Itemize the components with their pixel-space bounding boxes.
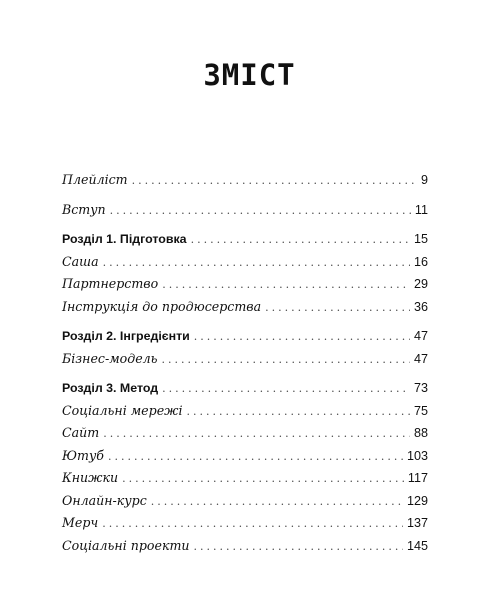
toc-entry-website[interactable] [62,422,428,445]
dot-leader [110,200,411,223]
toc-entry-merch[interactable] [62,512,428,535]
toc-entry-label: Саша [62,253,99,269]
dot-leader [194,326,410,349]
toc-entry-page: 145 [406,538,428,553]
toc-entry-page: 15 [413,232,428,246]
dot-leader [108,446,403,469]
toc-entry-sasha[interactable] [62,251,428,274]
toc-chapter-label: Розділ 1. Підготовка [62,232,187,246]
toc-entry-label: Мерч [62,515,99,530]
dot-leader [122,468,404,491]
dot-leader [103,252,410,275]
toc-entry-page: 47 [413,329,428,343]
toc-entry-books[interactable] [62,467,428,490]
dot-leader [162,378,410,401]
toc-entry-playlist[interactable] [62,169,428,192]
toc-entry-page: 73 [413,381,428,395]
toc-chapter-label: Розділ 3. Метод [62,381,159,395]
toc-entry-page: 36 [413,299,428,314]
toc-entry-label: Ютуб [62,447,104,463]
toc-entry-page: 88 [413,426,428,440]
toc-entry-page: 75 [413,403,428,418]
toc-entry-label: Соціальні проекти [62,537,190,553]
toc-entry-label: Плейліст [62,172,128,187]
toc-chapter-1[interactable] [62,228,428,251]
toc-entry-page: 29 [413,277,428,291]
toc-entry-label: Вступ [62,201,106,217]
toc-chapter-3[interactable] [62,377,428,400]
dot-leader [151,491,403,514]
dot-leader [162,349,410,372]
toc-entry-social-projects[interactable] [62,535,428,558]
toc-entry-page: 47 [413,351,428,366]
toc-entry-youtube[interactable] [62,445,428,468]
dot-leader [194,536,403,559]
toc-entry-online-course[interactable] [62,490,428,513]
toc-entry-label: Бізнес-модель [62,350,158,366]
dot-leader [191,229,410,252]
dot-leader [187,401,410,424]
dot-leader [162,274,410,297]
dot-leader [265,297,410,320]
toc-entry-page: 137 [406,516,428,530]
toc-entry-page: 16 [413,254,428,269]
dot-leader [102,513,403,536]
dot-leader [132,170,417,193]
toc-chapter-2[interactable] [62,325,428,348]
toc-entry-label: Партнерство [62,276,159,291]
toc-entry-social-networks[interactable] [62,400,428,423]
toc-entry-partnership[interactable] [62,273,428,296]
toc-entry-page: 117 [407,471,428,485]
page-title: ЗМІСТ [203,58,296,92]
toc-entry-production-guide[interactable] [62,296,428,319]
toc-entry-business-model[interactable] [62,348,428,371]
toc-entry-label: Соціальні мережі [62,402,183,418]
toc-entry-page: 129 [406,493,428,508]
toc-entry-label: Сайт [62,425,100,440]
toc-entry-page: 9 [420,173,428,187]
toc-entry-intro[interactable] [62,199,428,222]
toc-entry-label: Онлайн-курс [62,492,147,508]
toc-entry-label: Інструкція до продюсерства [62,298,262,314]
toc-entry-label: Книжки [62,470,119,485]
toc-chapter-label: Розділ 2. Інгредієнти [62,329,190,343]
table-of-contents [62,169,428,557]
toc-entry-page: 103 [406,448,428,463]
toc-entry-page: 11 [414,202,428,217]
dot-leader [103,423,410,446]
